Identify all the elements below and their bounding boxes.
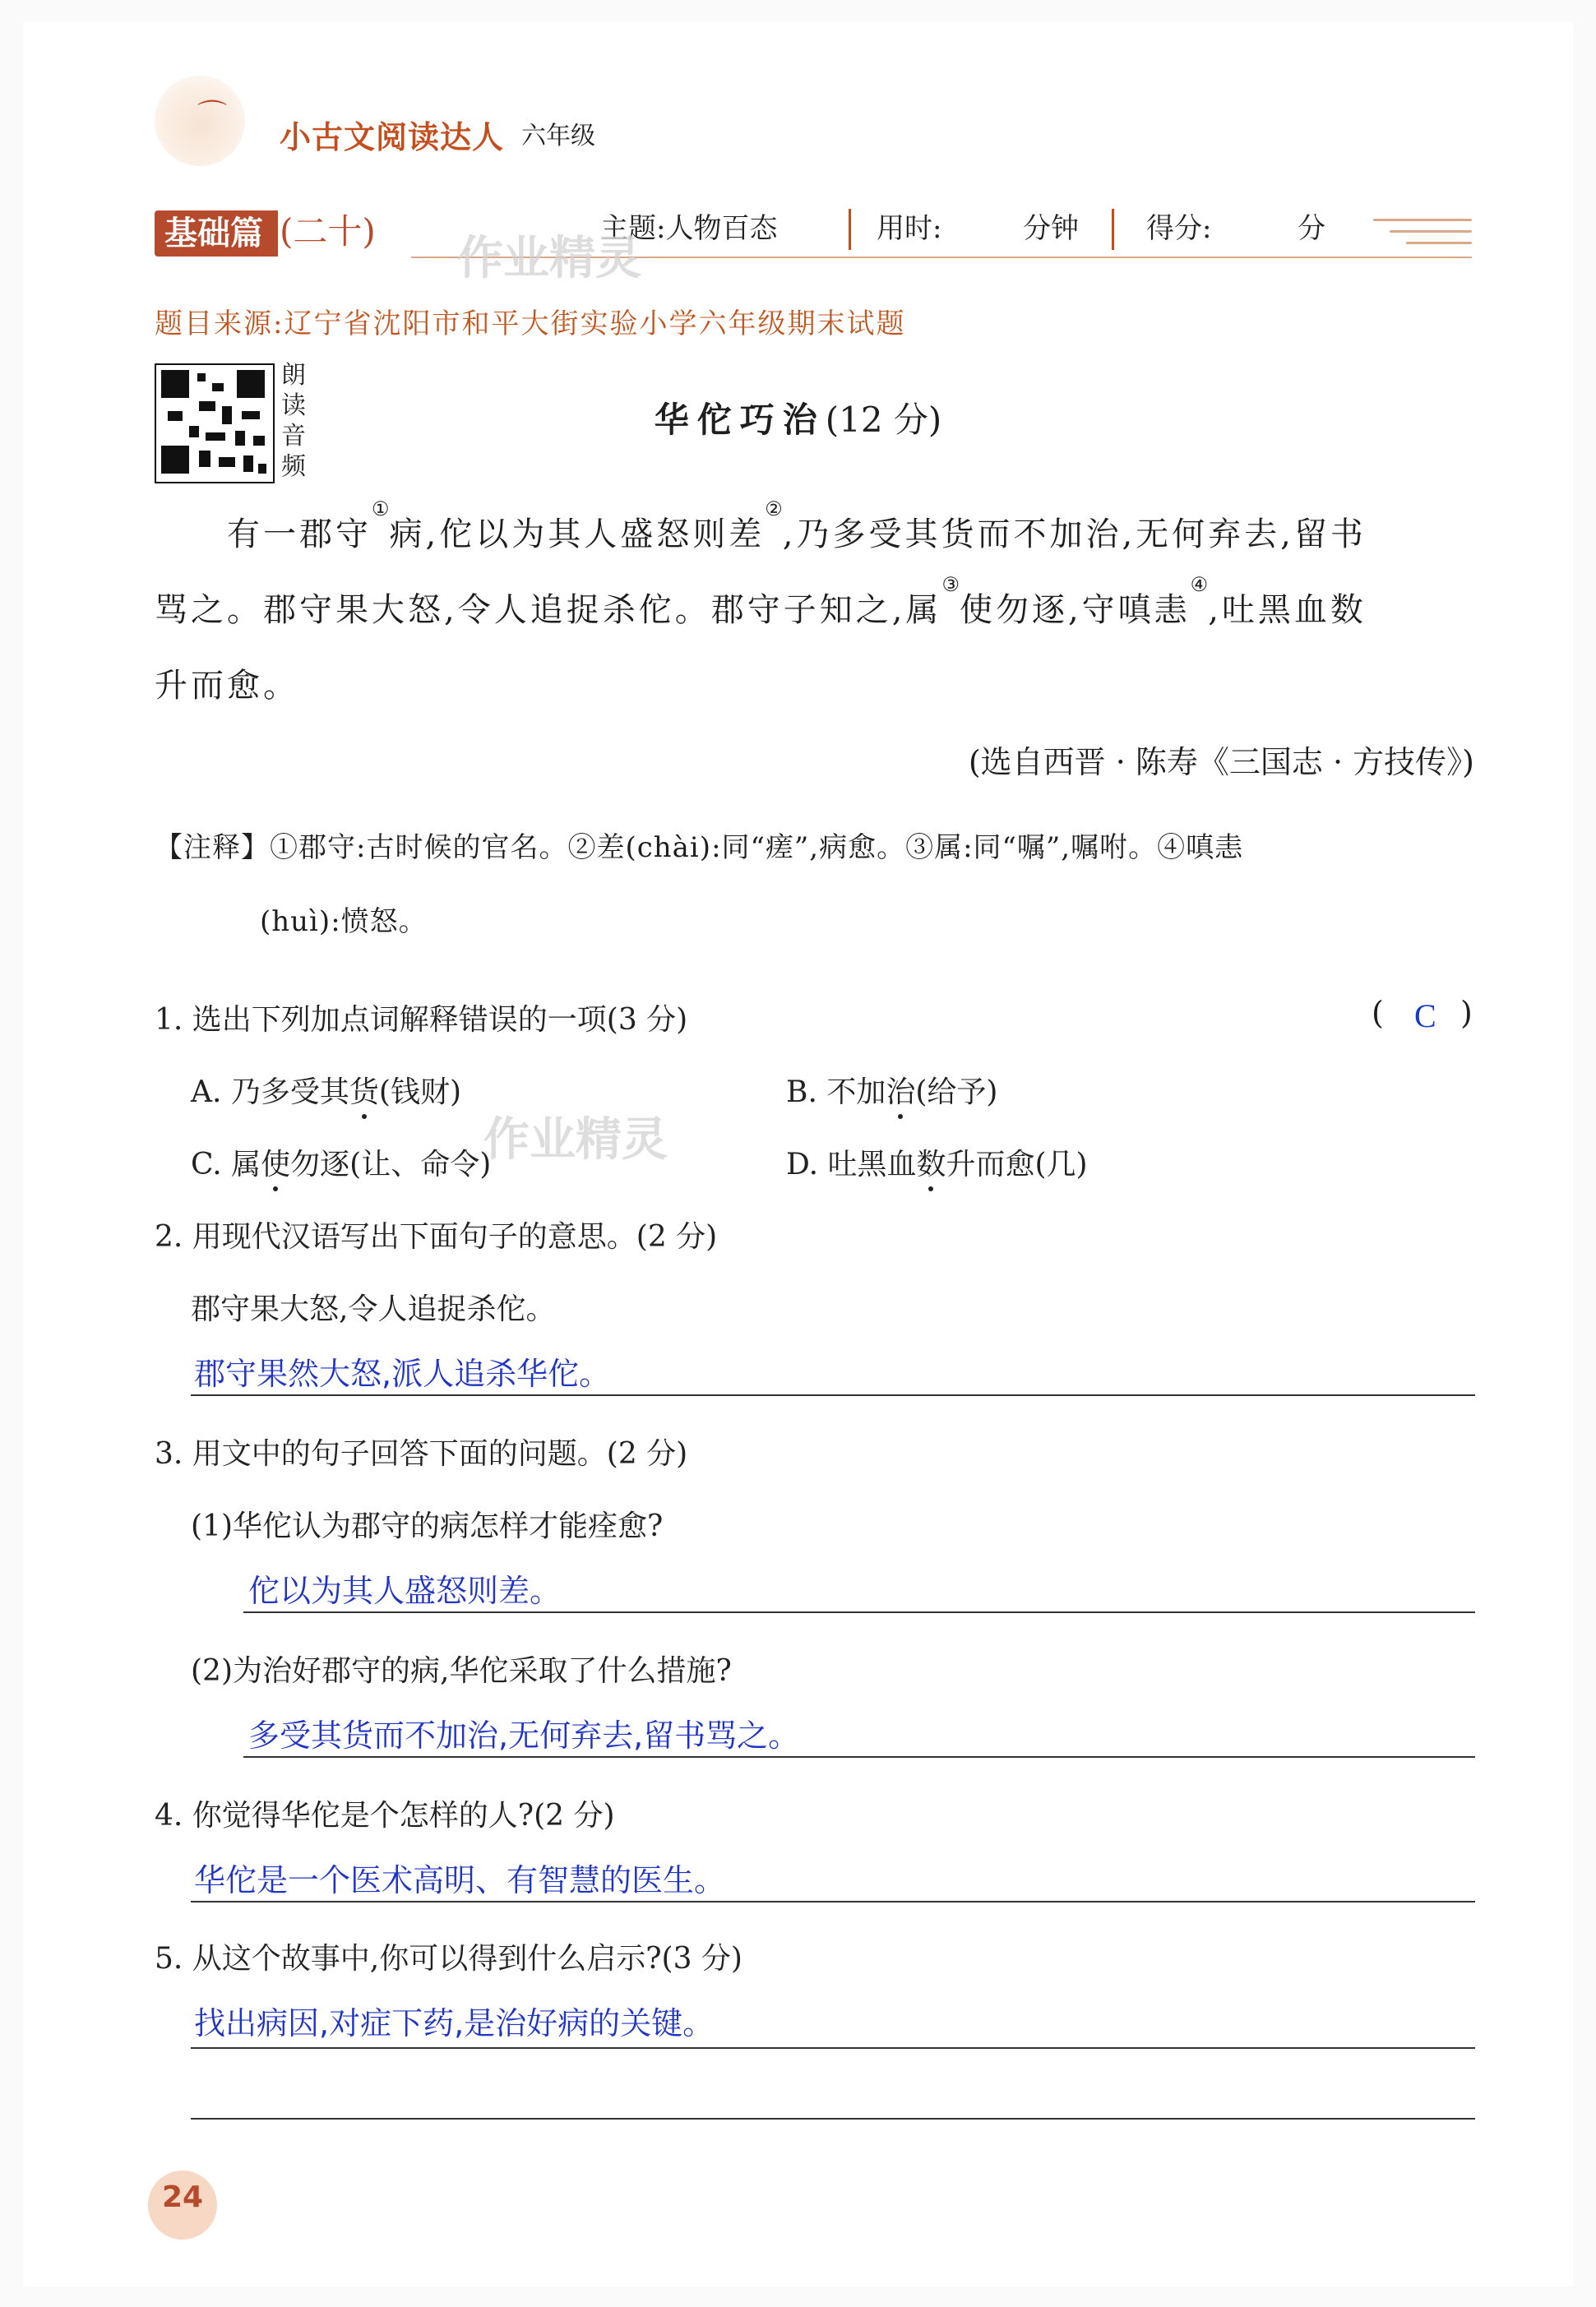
question-5-answer[interactable]: 找出病因,对症下药,是治好病的关键。	[194, 2005, 715, 2041]
score-unit: 分	[1298, 212, 1325, 245]
answer-line	[243, 1756, 1475, 1758]
page-number: 24	[161, 2180, 204, 2214]
notes-line-2: (huì):愤怒。	[260, 905, 428, 938]
score-label: 得分:	[1146, 212, 1212, 245]
dotted-word: 使	[261, 1148, 291, 1181]
passage-score: (12 分)	[825, 400, 942, 440]
theme-label: 主题:人物百态	[600, 212, 778, 245]
question-source: 题目来源:辽宁省沈阳市和平大街实验小学六年级期末试题	[155, 307, 906, 340]
passage-line-3: 升而愈。	[155, 667, 299, 705]
decor-line	[1406, 242, 1472, 244]
option-c[interactable]: C. 属使勿逐(让、命令)	[191, 1148, 492, 1181]
notes-line-1: 【注释】①郡守:古时候的官名。②差(chài):同“瘥”,病愈。③属:同“嘱”,嘱咐。④嗔恚	[155, 831, 1244, 864]
passage-title-text: 华佗巧治	[654, 400, 826, 440]
meta-separator	[849, 209, 851, 250]
decor-line	[1373, 219, 1472, 221]
passage-line-2: 骂之。郡守果大怒,令人追捉杀佗。郡守子知之,属③使勿逐,守嗔恚④,吐黑血数	[155, 573, 1367, 629]
question-4-answer[interactable]: 华佗是一个医术高明、有智慧的医生。	[194, 1862, 726, 1898]
answer-line	[191, 1901, 1475, 1902]
option-a[interactable]: A. 乃多受其货(钱财)	[191, 1075, 461, 1109]
question-1-prompt: 1. 选出下列加点词解释错误的一项(3 分)	[155, 1003, 688, 1037]
answer-line	[191, 2047, 1475, 2049]
brand-title: 小古文阅读达人	[280, 119, 505, 155]
question-2-answer[interactable]: 郡守果然大怒,派人追杀华佗。	[194, 1356, 611, 1392]
question-5-prompt: 5. 从这个故事中,你可以得到什么启示?(3 分)	[155, 1942, 742, 1976]
passage-title	[0, 393, 1596, 442]
question-4-prompt: 4. 你觉得华佗是个怎样的人?(2 分)	[155, 1799, 615, 1833]
annotation-notes	[155, 811, 1478, 959]
answer-line	[191, 1394, 1475, 1396]
question-3-sub-2: (2)为治好郡守的病,华佗采取了什么措施?	[191, 1654, 732, 1688]
question-3-answer-1[interactable]: 佗以为其人盛怒则差。	[248, 1573, 562, 1609]
answer-line	[191, 2118, 1475, 2120]
dotted-word: 数	[916, 1148, 946, 1181]
question-2-prompt: 2. 用现代汉语写出下面句子的意思。(2 分)	[155, 1220, 718, 1254]
answer-paren-close: )	[1460, 995, 1473, 1031]
time-label: 用时:	[877, 212, 942, 245]
decor-line	[1390, 230, 1472, 233]
passage-line-1: 有一郡守①病,佗以为其人盛怒则差②,乃多受其货而不加治,无何弃去,留书	[227, 497, 1367, 553]
question-3-prompt: 3. 用文中的句子回答下面的问题。(2 分)	[155, 1437, 688, 1471]
question-1-answer[interactable]: C	[1414, 997, 1436, 1034]
watermark: 作业精灵	[483, 1113, 668, 1167]
question-2-sentence: 郡守果大怒,令人追捉杀佗。	[191, 1292, 556, 1326]
watermark: 作业精灵	[457, 232, 641, 285]
grade-label: 六年级	[521, 122, 595, 150]
audio-label: 朗 读 音 频	[281, 361, 306, 481]
option-d[interactable]: D. 吐黑血数升而愈(几)	[786, 1148, 1088, 1181]
answer-paren-open: (	[1372, 995, 1384, 1031]
passage-credit: (选自西晋 · 陈寿《三国志 · 方技传》)	[968, 744, 1474, 780]
dotted-word: 治	[886, 1075, 916, 1109]
meta-separator	[1112, 209, 1114, 250]
question-3-sub-1: (1)华佗认为郡守的病怎样才能痊愈?	[191, 1509, 664, 1543]
question-3-answer-2[interactable]: 多受其货而不加治,无何弃去,留书骂之。	[248, 1718, 800, 1754]
dotted-word: 货	[349, 1075, 379, 1109]
crane-icon: ⌒	[197, 99, 228, 132]
option-b[interactable]: B. 不加治(给予)	[786, 1075, 998, 1109]
section-number: (二十)	[280, 211, 376, 252]
time-unit: 分钟	[1023, 212, 1079, 245]
answer-line	[243, 1611, 1475, 1613]
section-badge: 基础篇	[155, 210, 278, 257]
